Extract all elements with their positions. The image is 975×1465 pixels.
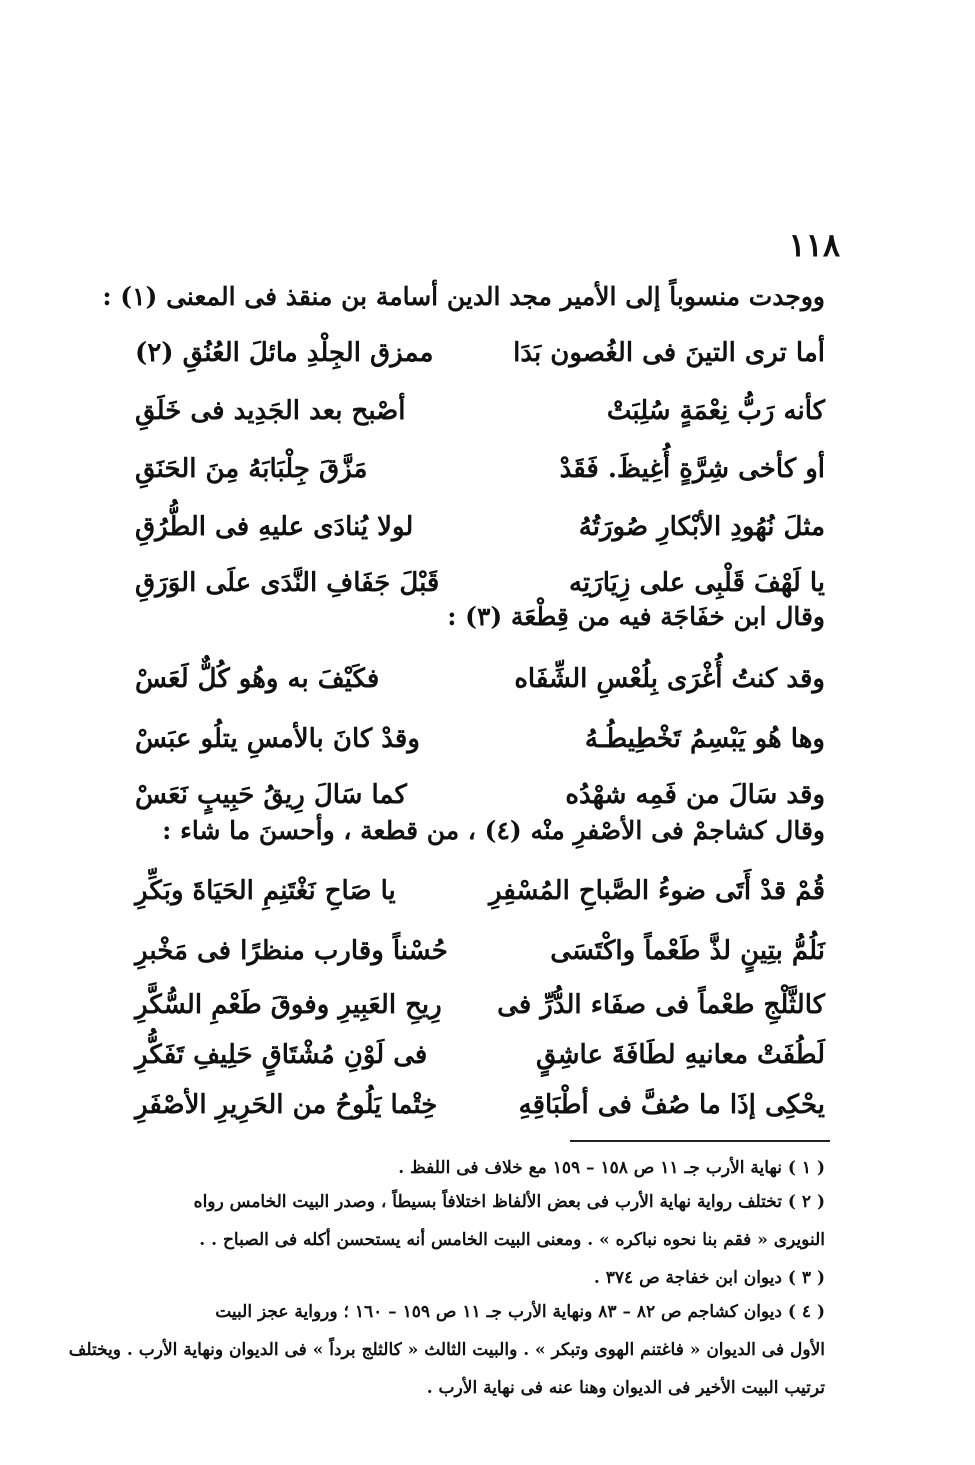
verse-first-hemistich: يحْكِى إذَا ما صُفَّ فى أطْبَاقِهِ <box>518 1090 825 1120</box>
verse-second-hemistich: خِتْما يَلُوحُ من الحَرِيرِ الأصْفَرِ <box>135 1090 438 1120</box>
verse-first-hemistich: كأنه رَبُّ نِعْمَةٍ سُلِبَتْ <box>606 396 825 426</box>
verse-second-hemistich: مَزَّقَ جِلْبَابَهُ مِنَ الحَنَقِ <box>135 454 368 484</box>
footnote-line: ( ١ ) نهاية الأرب جـ ١١ ص ١٥٨ – ١٥٩ مع خلاف فى اللفظ . <box>398 1158 825 1178</box>
footnote-line: النويرى « فقم بنا نحوه نباكره » . ومعنى البيت الخامس أنه يستحسن أكله فى الصباح . . <box>199 1230 825 1250</box>
verse-first-hemistich: أما ترى التينَ فى الغُصون بَدَا <box>513 338 825 368</box>
verse-line <box>135 396 825 454</box>
verse-line <box>135 664 825 722</box>
verse-first-hemistich: قُمْ قدْ أَتَى ضوءُ الصَّباحِ المُسْفِرِ <box>488 876 825 906</box>
verse-first-hemistich: مثلَ نُهُودِ الأبْكارِ صُورَتُهُ <box>578 512 825 542</box>
footnote-separator <box>570 1140 830 1142</box>
verse-second-hemistich: وقدْ كانَ بالأمسِ يتلُو عبَسْ <box>135 724 420 754</box>
verse-first-hemistich: وقد سَالَ من فَمِه شهْدُه <box>565 780 825 810</box>
verse-second-hemistich: فى لَوْنِ مُشْتَاقٍ حَلِيفِ تَفَكُّرِ <box>135 1040 428 1070</box>
verse-line <box>135 512 825 570</box>
verse-first-hemistich: لَطُفَتْ معانيهِ لطَافَةَ عاشِقٍ <box>536 1040 825 1070</box>
verse-second-hemistich: قَبْلَ جَفَافِ النَّدَى علَى الوَرَقِ <box>135 568 440 598</box>
verse-line <box>135 724 825 782</box>
verse-line <box>135 338 825 396</box>
verse-line <box>135 454 825 512</box>
verse-second-hemistich: يا صَاحِ نَغْتَنِمِ الحَيَاةَ وبَكِّرِ <box>135 876 396 906</box>
verse-first-hemistich: يا لَهْفَ قَلْبِى على زِيَارَتِه <box>569 568 825 598</box>
footnote-line: ( ٤ ) ديوان كشاجم ص ٨٢ – ٨٣ ونهاية الأرب جـ ١١ ص ١٥٩ – ١٦٠ ؛ ورواية عجز البيت <box>215 1302 825 1322</box>
verse-second-hemistich: حُسْناً وقارب منظرًا فى مَخْبرِ <box>135 936 448 966</box>
verse-first-hemistich: وها هُو يَبْسِمُ تَخْطِيطُـهُ <box>584 724 825 754</box>
intro-paragraph-1: ووجدت منسوباً إلى الأمير مجد الدين أسامة بن منقذ فى المعنى (١) : <box>102 282 825 311</box>
footnote-line: ( ٣ ) ديوان ابن خفاجة ص ٣٧٤ . <box>593 1268 825 1288</box>
intro-paragraph-3: وقال كشاجمْ فى الأصْفرِ منْه (٤) ، من قطعة ، وأحسنَ ما شاء : <box>162 816 825 845</box>
page-number: ١١٨ <box>788 226 840 264</box>
footnote-line: ( ٢ ) تختلف رواية نهاية الأرب فى بعض الألفاظ اختلافاً بسيطاً ، وصدر البيت الخامس رواه <box>193 1192 825 1212</box>
verse-first-hemistich: أو كأخى شِرَّةٍ أُغِيظَ. فَقَدْ <box>559 454 825 484</box>
verse-second-hemistich: لولا يُنادَى عليهِ فى الطُّرُقِ <box>135 512 414 542</box>
verse-first-hemistich: وقد كنتُ أُغْرَى بِلُعْسِ الشِّفَاه <box>514 664 825 694</box>
verse-second-hemistich: رِيحِ العَبِيرِ وفوقَ طَعْمِ السُّكَّرِ <box>135 990 442 1020</box>
verse-first-hemistich: نَلُمُّ بتِينٍ لذَّ طَعْماً واكْتَسَى <box>550 936 825 966</box>
verse-line <box>135 876 825 934</box>
verse-first-hemistich: كالثَّلْجِ طعْماً فى صفَاء الدُّرِّ فى <box>497 990 825 1020</box>
footnote-line: ترتيب البيت الأخير فى الديوان وهنا عنه فى نهاية الأرب . <box>426 1378 825 1398</box>
verse-line <box>135 936 825 994</box>
footnote-line: الأول فى الديوان « فاغتنم الهوى وتبكر » . والبيت الثالث « كالثلج برداً » فى الديوان ونهاية الأرب . ويختلف <box>68 1340 825 1360</box>
verse-second-hemistich: فكَيْفَ به وهُو كُلٌّ لَعَسْ <box>135 664 380 694</box>
intro-paragraph-2: وقال ابن خفَاجَة فيه من قِطْعَة (٣) : <box>447 602 825 631</box>
verse-second-hemistich: ممزق الجِلْدِ مائلَ العُنُقِ (٢) <box>135 338 434 368</box>
verse-second-hemistich: أصْبح بعد الجَدِيد فى خَلَقِ <box>135 396 406 426</box>
verse-second-hemistich: كما سَالَ رِيقُ حَبِيبٍ نَعَسْ <box>135 780 407 810</box>
